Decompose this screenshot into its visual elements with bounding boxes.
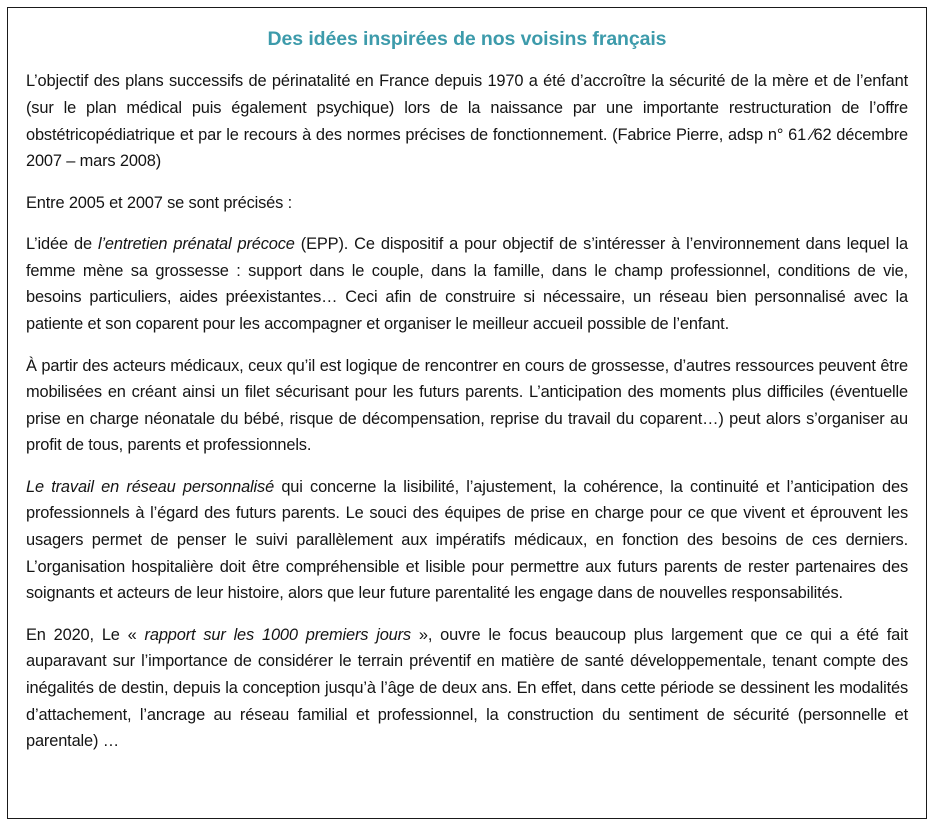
document-body bbox=[26, 68, 908, 754]
body-text: (EPP). Ce dispositif a pour objectif de s’intéresser à l’environnement dans lequel la femme mène sa grossesse : support dans le couple, dans la famille, dans le champ professionnel, conditions de vie, besoins particuliers, aides préexistantes… Ceci afin de construire si nécessaire, un réseau bien personnalisé avec la patiente et son coparent pour les accompagner et organiser le meilleur accueil possible de l’enfant. bbox=[26, 235, 908, 333]
emphasis-text: rapport sur les 1000 premiers jours bbox=[144, 625, 411, 644]
page-title: Des idées inspirées de nos voisins français bbox=[267, 28, 667, 50]
para-epp bbox=[26, 231, 908, 337]
body-text: qui concerne la lisibilité, l’ajustement, la cohérence, la continuité et l’anticipation des professionnels à l’égard des futurs parents. Le souci des équipes de prise en charge pour ce que vivent et éprouvent les usagers permet de penser le suivi parallèlement aux impératifs médicaux, en fonction des besoins de ces derniers. L’organisation hospitalière doit être compréhensible et lisible pour permettre aux futurs parents de rester partenaires des soignants et acteurs de leur histoire, alors que leur future parentalité les engage dans de nouvelles responsabilités. bbox=[26, 477, 908, 603]
para-objectif bbox=[26, 68, 908, 174]
body-text: L’idée de bbox=[26, 235, 98, 254]
para-acteurs-medicaux bbox=[26, 353, 908, 459]
body-text: Entre 2005 et 2007 se sont précisés : bbox=[26, 193, 292, 212]
body-text: », ouvre le focus beaucoup plus largement que ce qui a été fait auparavant sur l’importance de considérer le terrain préventif en matière de santé développementale, tenant compte des inégalités de destin, depuis la conception jusqu’à l’âge de deux ans. En effet, dans cette période se dessinent les modalités d’attachement, l’ancrage au réseau familial et professionnel, la construction du sentiment de sécurité (personnelle et parentale) … bbox=[26, 625, 908, 751]
emphasis-text: Le travail en réseau personnalisé bbox=[26, 477, 275, 496]
emphasis-text: l’entretien prénatal précoce bbox=[97, 235, 295, 254]
bordered-text-frame bbox=[7, 7, 927, 819]
body-text: L’objectif des plans successifs de périnatalité en France depuis 1970 a été d’accroître la sécurité de la mère et de l’enfant (sur le plan médical puis également psychique) lors de la naissance par une importante restructuration de l’offre obstétricopédiatrique et par le recours à des normes précises de fonctionnement. (Fabrice Pierre, adsp n° 61 ⁄62 décembre 2007 – mars 2008) bbox=[26, 72, 908, 171]
body-text: En 2020, Le « bbox=[26, 625, 145, 644]
para-2020-rapport bbox=[26, 622, 908, 755]
body-text: À partir des acteurs médicaux, ceux qu’il est logique de rencontrer en cours de grossesse, d’autres ressources peuvent être mobilisées en créant ainsi un filet sécurisant pour les futurs parents. L’anticipation des moments plus difficiles (éventuelle prise en charge néonatale du bébé, risque de décompensation, reprise du travail du coparent…) peut alors s’organiser au profit de tous, parents et professionnels. bbox=[26, 356, 908, 455]
para-entre-2005-2007 bbox=[26, 190, 908, 217]
para-travail-reseau bbox=[26, 474, 908, 607]
